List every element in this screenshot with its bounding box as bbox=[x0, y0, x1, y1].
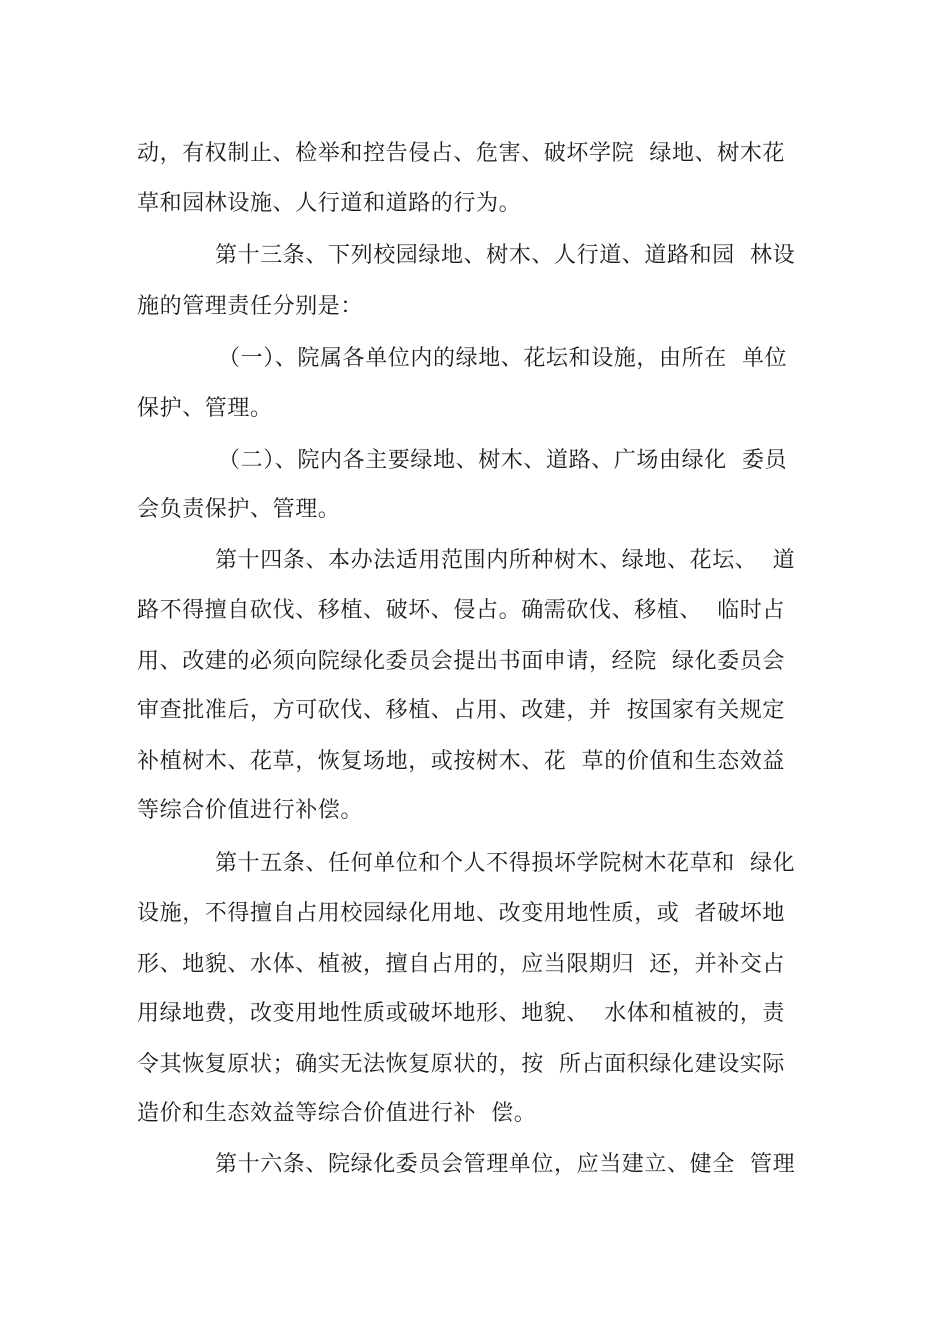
paragraph-article-13: 第十三条、下列校园绿地、树木、人行道、道路和园 林设 bbox=[215, 243, 796, 268]
paragraph-article-15: 第十五条、任何单位和个人不得损坏学院树木花草和 绿化 bbox=[215, 851, 796, 876]
text-line: 审查批准后，方可砍伐、移植、占用、改建，并 按国家有关规定 bbox=[137, 698, 785, 723]
text-line: 设施，不得擅自占用校园绿化用地、改变用地性质，或 者破坏地 bbox=[137, 901, 785, 926]
text-line: 补植树木、花草，恢复场地，或按树木、花 草的价值和生态效益 bbox=[137, 749, 785, 774]
text-line: 动，有权制止、检举和控告侵占、危害、破坏学院 绿地、树木花 bbox=[137, 141, 785, 166]
list-item-2: （二）、院内各主要绿地、树木、道路、广场由绿化 委员 bbox=[218, 448, 788, 473]
text-line: 施的管理责任分别是： bbox=[137, 294, 364, 319]
text-line: 形、地貌、水体、植被，擅自占用的，应当限期归 还，并补交占 bbox=[137, 952, 785, 977]
text-line: 造价和生态效益等综合价值进行补 偿。 bbox=[137, 1101, 537, 1126]
paragraph-article-16: 第十六条、院绿化委员会管理单位，应当建立、健全 管理 bbox=[215, 1152, 796, 1177]
text-line: 路不得擅自砍伐、移植、破坏、侵占。确需砍伐、移植、 临时占 bbox=[137, 598, 785, 623]
text-line: 等综合价值进行补偿。 bbox=[137, 798, 364, 823]
text-line: 保护、管理。 bbox=[137, 396, 273, 421]
paragraph-article-14: 第十四条、本办法适用范围内所种树木、绿地、花坛、 道 bbox=[215, 548, 796, 573]
text-line: 草和园林设施、人行道和道路的行为。 bbox=[137, 191, 522, 216]
text-line: 令其恢复原状；确实无法恢复原状的，按 所占面积绿化建设实际 bbox=[137, 1052, 785, 1077]
list-item-1: （一）、院属各单位内的绿地、花坛和设施，由所在 单位 bbox=[218, 346, 788, 371]
text-line: 会负责保护、管理。 bbox=[137, 497, 341, 522]
text-line: 用、改建的必须向院绿化委员会提出书面申请，经院 绿化委员会 bbox=[137, 649, 785, 674]
text-line: 用绿地费，改变用地性质或破坏地形、地貌、 水体和植被的，责 bbox=[137, 1001, 785, 1026]
